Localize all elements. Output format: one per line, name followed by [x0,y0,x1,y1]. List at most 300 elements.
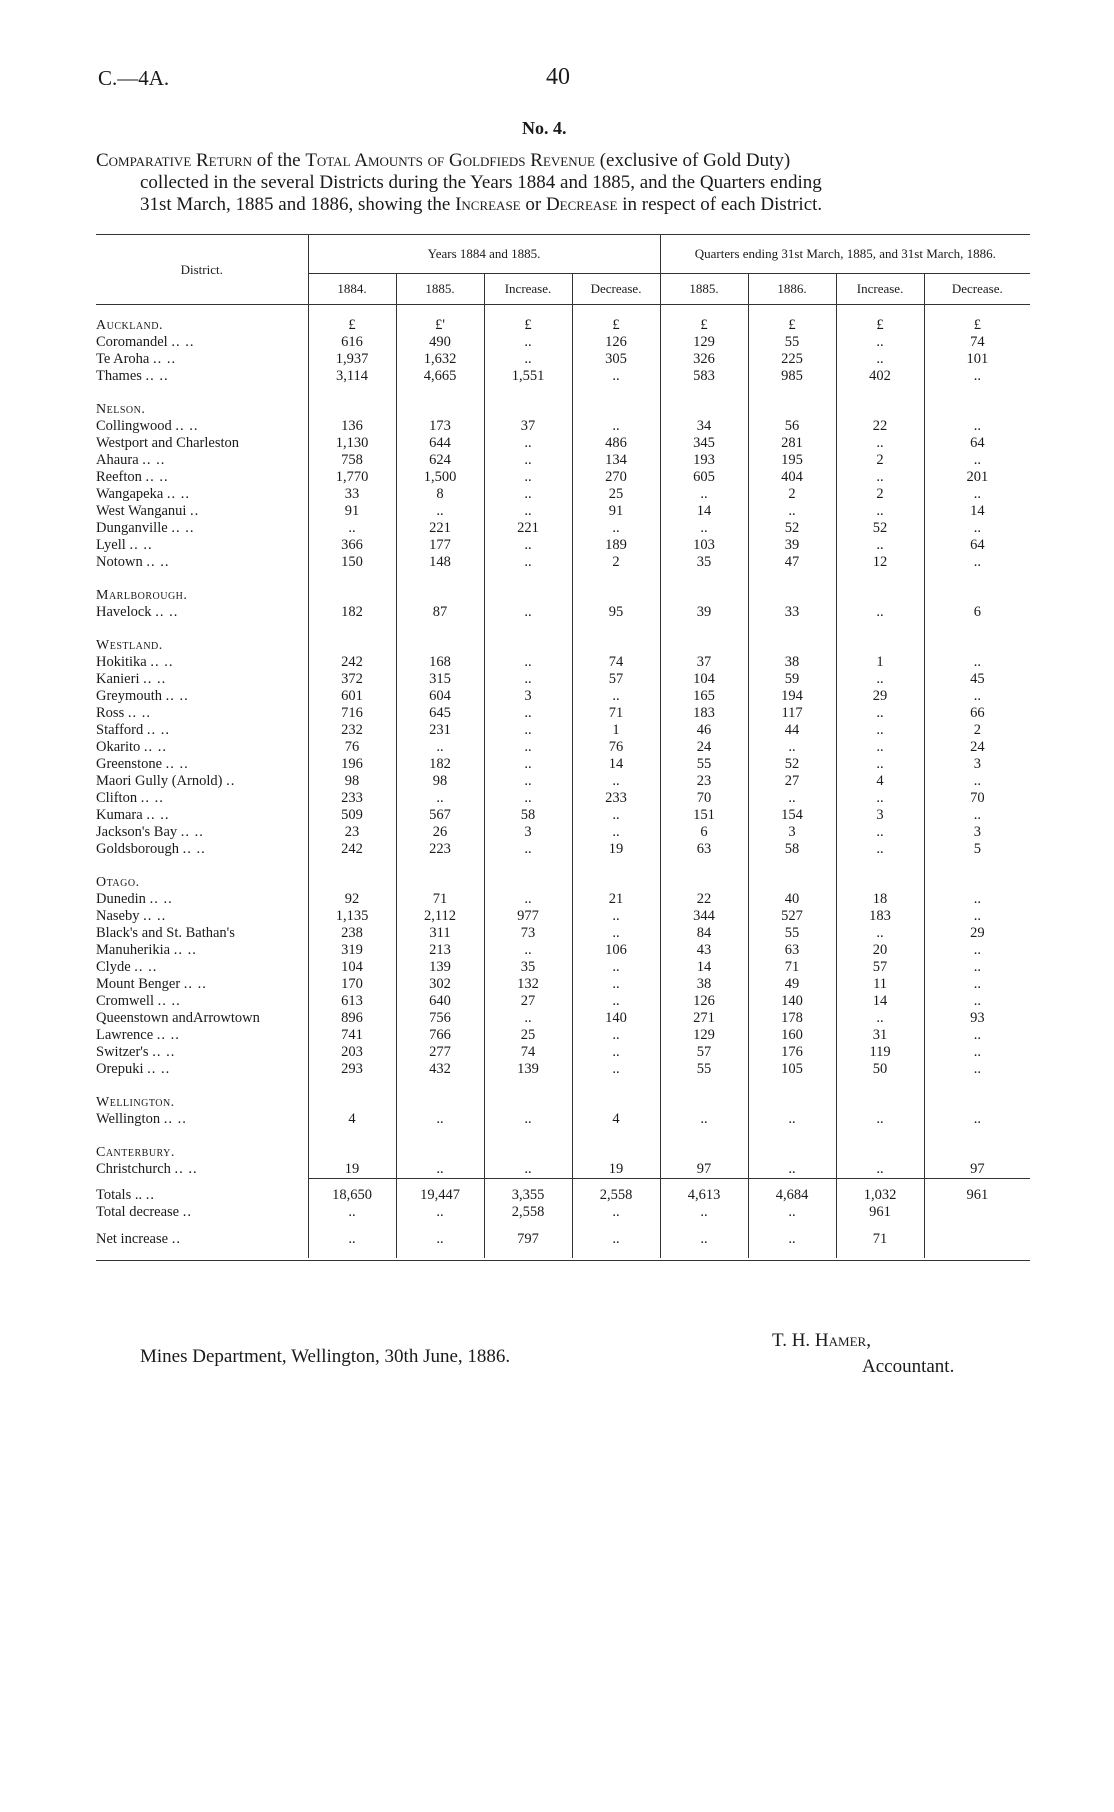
empty-cell [748,571,836,604]
title-text: Decrease [545,194,618,215]
district-value: 19 [572,1161,660,1179]
district-value: 74 [924,334,1030,351]
district-value: 6 [924,604,1030,621]
district-value: .. [660,520,748,537]
district-value: 896 [308,1010,396,1027]
district-value: .. [924,554,1030,571]
rule-cell [396,1258,484,1261]
district-value: 132 [484,976,572,993]
district-value: 59 [748,671,836,688]
empty-cell [836,1128,924,1161]
net-increase-value: .. [660,1221,748,1258]
table-row [96,486,1030,503]
district-value: 126 [572,334,660,351]
district-value: 37 [660,654,748,671]
district-value: 46 [660,722,748,739]
district-value: .. [572,688,660,705]
district-value: .. [836,1161,924,1179]
empty-cell [836,385,924,418]
signatory-initials: T. H. [772,1330,815,1351]
district-value: 213 [396,942,484,959]
district-value: 372 [308,671,396,688]
sub-column-header: Increase. [484,274,572,305]
leader-dots: .. .. [143,908,167,924]
district-name: Wellington [96,1111,161,1127]
leader-dots: .. .. [156,1027,180,1043]
totals-label-cell [96,1179,308,1205]
quarters-column-header: Quarters ending 31st March, 1885, and 31st March, 1886. [660,235,1030,274]
district-value: 2 [572,554,660,571]
district-cell [96,351,308,368]
district-name: Ahaura [96,452,139,468]
leader-dots: .. .. [149,891,173,907]
district-value: 741 [308,1027,396,1044]
district-value: 57 [836,959,924,976]
table-row [96,554,1030,571]
table-row [96,841,1030,858]
signatory-title: Accountant. [862,1356,955,1377]
district-value: 57 [572,671,660,688]
leader-dots: .. .. [165,688,189,704]
district-value: .. [572,976,660,993]
district-name: Stafford [96,722,144,738]
district-value: 103 [660,537,748,554]
leader-dots: .. .. [146,554,170,570]
table-row [96,520,1030,537]
district-value: 302 [396,976,484,993]
district-value: 24 [660,739,748,756]
district-value: .. [484,790,572,807]
district-value: 165 [660,688,748,705]
district-value: 716 [308,705,396,722]
district-value: .. [924,773,1030,790]
district-cell [96,1044,308,1061]
leader-dots: .. [226,773,236,789]
district-name: Naseby [96,908,140,924]
district-value: 177 [396,537,484,554]
title-text: Increase [455,194,521,215]
currency-symbol-value: £ [660,305,748,335]
district-value: 26 [396,824,484,841]
district-value: 39 [748,537,836,554]
district-value: 2 [836,452,924,469]
table-row [96,1010,1030,1027]
district-value: 71 [748,959,836,976]
district-value: .. [484,435,572,452]
district-value: .. [924,942,1030,959]
net-increase-label-cell [96,1221,308,1258]
district-value: 176 [748,1044,836,1061]
district-cell [96,520,308,537]
district-name: Reefton [96,469,142,485]
district-value: 1,135 [308,908,396,925]
leader-dots: .. .. [165,756,189,772]
district-value: .. [924,993,1030,1010]
leader-dots: .. .. [147,1061,171,1077]
district-value: 148 [396,554,484,571]
district-value: 4 [308,1111,396,1128]
district-value: 344 [660,908,748,925]
district-value: 644 [396,435,484,452]
district-value: 55 [660,756,748,773]
leader-dots: .. [182,1204,192,1220]
district-value: 605 [660,469,748,486]
district-value: 182 [396,756,484,773]
district-cell [96,604,308,621]
leader-dots: .. .. [183,976,207,992]
district-value: 35 [660,554,748,571]
total-decrease-value: 2,558 [484,1204,572,1221]
district-value: 193 [660,452,748,469]
district-value: 613 [308,993,396,1010]
district-value: 173 [396,418,484,435]
district-name: Thames [96,368,142,384]
district-name: Lawrence [96,1027,154,1043]
district-value: .. [836,503,924,520]
district-name: Havelock [96,604,152,620]
empty-cell [308,1078,396,1111]
table-row [96,334,1030,351]
district-value: .. [572,418,660,435]
district-value: 640 [396,993,484,1010]
return-number: No. 4. [522,118,567,138]
region-name: Canterbury. [96,1145,175,1160]
district-value: 201 [924,469,1030,486]
district-name: Coromandel [96,334,168,350]
district-value: 1,500 [396,469,484,486]
district-value: 14 [836,993,924,1010]
district-value: .. [836,722,924,739]
district-name: Christchurch [96,1161,171,1177]
district-name: Collingwood [96,418,172,434]
district-cell [96,722,308,739]
table-row [96,824,1030,841]
district-cell [96,841,308,858]
district-value: .. [836,435,924,452]
district-value: 196 [308,756,396,773]
empty-cell [748,1128,836,1161]
district-value: .. [484,739,572,756]
district-value: 134 [572,452,660,469]
empty-cell [748,385,836,418]
district-value: 281 [748,435,836,452]
district-value: 183 [836,908,924,925]
rule-cell [836,1258,924,1261]
rule-cell [308,1258,396,1261]
district-value: .. [924,418,1030,435]
region-name: Westland. [96,638,163,653]
title-text: collected in the several Districts during the Years 1884 and 1885, and the Quarters ending [140,172,822,193]
district-value: .. [924,807,1030,824]
district-value: 4 [572,1111,660,1128]
table-row [96,604,1030,621]
currency-symbol-value: £ [484,305,572,335]
district-name: Wangapeka [96,486,164,502]
net-increase-value [924,1221,1030,1258]
district-value: 35 [484,959,572,976]
district-name: Notown [96,554,143,570]
empty-cell [572,858,660,891]
table-row [96,435,1030,452]
district-value: .. [836,671,924,688]
leader-dots: .. .. [171,334,195,350]
empty-cell [572,621,660,654]
district-value: 11 [836,976,924,993]
district-name: Ross [96,705,125,721]
region-name: Wellington. [96,1095,175,1110]
district-value: 271 [660,1010,748,1027]
totals-value: 3,355 [484,1179,572,1205]
table-row [96,1044,1030,1061]
empty-cell [572,1078,660,1111]
district-value: 233 [308,790,396,807]
district-name: Switzer's [96,1044,149,1060]
district-value: 21 [572,891,660,908]
district-value: 23 [660,773,748,790]
table-row [96,469,1030,486]
leader-dots: .. .. [140,790,164,806]
district-value: 402 [836,368,924,385]
district-value: 74 [484,1044,572,1061]
district-value: 31 [836,1027,924,1044]
total-decrease-value: .. [308,1204,396,1221]
district-value: 604 [396,688,484,705]
district-value: 63 [660,841,748,858]
sub-column-header: 1885. [660,274,748,305]
leader-dots: .. .. [145,469,169,485]
district-name: Okarito [96,739,141,755]
totals-value: 2,558 [572,1179,660,1205]
district-value: .. [484,537,572,554]
district-value: 756 [396,1010,484,1027]
district-value: 1,632 [396,351,484,368]
district-value: 326 [660,351,748,368]
district-cell [96,976,308,993]
empty-cell [308,858,396,891]
district-value: .. [836,739,924,756]
district-value: 12 [836,554,924,571]
district-cell [96,756,308,773]
leader-dots: .. .. [174,1161,198,1177]
district-value: 18 [836,891,924,908]
rule-cell [572,1258,660,1261]
district-value: .. [572,925,660,942]
district-value: 63 [748,942,836,959]
district-value: 221 [484,520,572,537]
department-line: Mines Department, Wellington, 30th June, 1886. [140,1346,511,1367]
district-value: 305 [572,351,660,368]
district-value: .. [396,790,484,807]
title-text: Total Amounts of Goldfieds Revenue [305,150,595,171]
district-value: 1 [572,722,660,739]
table-row [96,654,1030,671]
district-value: .. [484,891,572,908]
district-cell [96,503,308,520]
district-value: .. [484,554,572,571]
district-value: 104 [660,671,748,688]
page-number: 40 [546,64,570,90]
district-value: .. [836,790,924,807]
district-value: 38 [748,654,836,671]
net-increase-value: .. [396,1221,484,1258]
district-value: 74 [572,654,660,671]
district-name: Clyde [96,959,131,975]
leader-dots: .. [145,1186,155,1203]
district-value: 182 [308,604,396,621]
empty-cell [572,385,660,418]
district-cell [96,705,308,722]
region-header-row [96,621,1030,654]
district-value: .. [484,1161,572,1179]
leader-dots: .. .. [129,537,153,553]
table-row [96,537,1030,554]
district-value: .. [484,503,572,520]
district-value: 238 [308,925,396,942]
district-value: .. [924,368,1030,385]
district-cell [96,1010,308,1027]
district-cell [96,773,308,790]
empty-cell [836,1078,924,1111]
district-value: 14 [924,503,1030,520]
empty-cell [924,385,1030,418]
district-value: .. [572,807,660,824]
district-value: 315 [396,671,484,688]
rule-cell [96,1258,308,1261]
district-value: .. [836,334,924,351]
leader-dots: .. [190,503,200,519]
district-value: 293 [308,1061,396,1078]
table-row [96,671,1030,688]
district-value: .. [396,503,484,520]
district-cell [96,824,308,841]
district-value: .. [484,1010,572,1027]
district-cell [96,1061,308,1078]
district-name: Westport and Charleston [96,435,239,451]
empty-cell [484,571,572,604]
leader-dots: .. .. [145,368,169,384]
region-header-row [96,1128,1030,1161]
totals-value: 1,032 [836,1179,924,1205]
district-value: .. [836,824,924,841]
leader-dots: .. .. [152,351,177,367]
years-column-header: Years 1884 and 1885. [308,235,660,274]
net-increase-value: 797 [484,1221,572,1258]
total-decrease-value: .. [396,1204,484,1221]
empty-cell [396,385,484,418]
district-value: 977 [484,908,572,925]
district-name: Lyell [96,537,126,553]
district-value: .. [484,334,572,351]
table-row [96,1161,1030,1179]
rule-cell [660,1258,748,1261]
district-value: 509 [308,807,396,824]
empty-cell [308,385,396,418]
total-decrease-row [96,1204,1030,1221]
district-name: Goldsborough [96,841,179,857]
district-value: 98 [396,773,484,790]
district-value: 98 [308,773,396,790]
total-decrease-value: .. [572,1204,660,1221]
rule-cell [748,1258,836,1261]
district-value: 2 [836,486,924,503]
empty-cell [484,1128,572,1161]
table-row [96,351,1030,368]
region-header-row [96,305,1030,335]
district-value: 136 [308,418,396,435]
total-decrease-value: .. [748,1204,836,1221]
district-value: .. [836,756,924,773]
district-value: 58 [484,807,572,824]
total-decrease-label: Total decrease [96,1204,180,1220]
district-value: 22 [836,418,924,435]
district-value: .. [572,908,660,925]
district-name: Greymouth [96,688,163,704]
empty-cell [924,858,1030,891]
district-value: .. [484,756,572,773]
district-cell [96,654,308,671]
leader-dots: .. .. [146,807,170,823]
district-value: 168 [396,654,484,671]
district-value: 178 [748,1010,836,1027]
district-name: Clifton [96,790,138,806]
district-value: .. [660,486,748,503]
district-value: 1,770 [308,469,396,486]
region-header-row [96,1078,1030,1111]
leader-dots: .. .. [182,841,206,857]
district-value: .. [924,959,1030,976]
district-value: .. [484,722,572,739]
district-value: 366 [308,537,396,554]
table-row [96,722,1030,739]
district-value: 55 [660,1061,748,1078]
leader-dots: .. .. [127,705,151,721]
district-value: 183 [660,705,748,722]
district-value: 645 [396,705,484,722]
district-value: 40 [748,891,836,908]
district-value: 1,551 [484,368,572,385]
sub-column-header: Decrease. [572,274,660,305]
district-value: 225 [748,351,836,368]
district-value: 490 [396,334,484,351]
district-value: 160 [748,1027,836,1044]
district-value: .. [924,1044,1030,1061]
district-value: 601 [308,688,396,705]
district-cell [96,891,308,908]
leader-dots: .. .. [152,1044,176,1060]
district-value: 985 [748,368,836,385]
district-cell [96,993,308,1010]
district-value: .. [924,1061,1030,1078]
district-value: 58 [748,841,836,858]
district-value: 55 [748,334,836,351]
currency-symbol-value: £ [572,305,660,335]
district-value: 24 [924,739,1030,756]
district-cell [96,1027,308,1044]
district-value: .. [836,925,924,942]
district-value: 527 [748,908,836,925]
empty-cell [660,1078,748,1111]
table-row [96,807,1030,824]
district-value: 233 [572,790,660,807]
district-value: 170 [308,976,396,993]
district-cell [96,671,308,688]
district-value: 55 [748,925,836,942]
table-row [96,925,1030,942]
net-increase-row [96,1221,1030,1258]
sub-column-header: Decrease. [924,274,1030,305]
district-value: 766 [396,1027,484,1044]
empty-cell [748,858,836,891]
